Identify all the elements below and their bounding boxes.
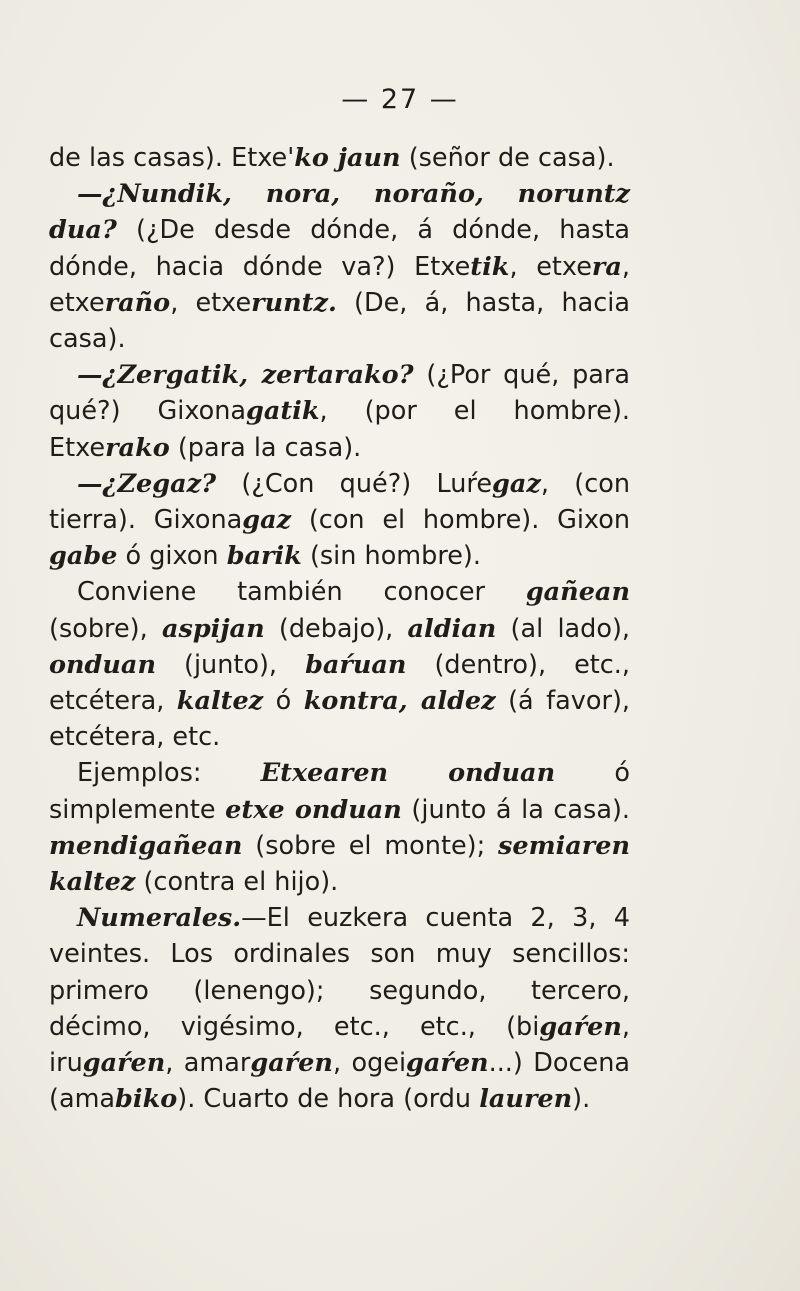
- italic-term: Numerales.: [77, 903, 242, 934]
- italic-term: gañean: [525, 577, 630, 608]
- italic-term: semiaren kaltez: [49, 830, 630, 898]
- text-run: (para la casa).: [169, 432, 362, 463]
- text-run: (sobre el monte);: [242, 830, 499, 861]
- italic-term: kontra, aldez: [303, 686, 496, 717]
- text-run: Ejemplos:: [77, 758, 261, 789]
- text-run: ).: [572, 1084, 591, 1115]
- paragraph: [49, 140, 630, 176]
- paragraph: [49, 176, 630, 357]
- text-run: (dentro), etc., etcétera,: [49, 649, 630, 717]
- italic-term: etxe onduan: [225, 794, 402, 825]
- italic-term: runtz.: [251, 287, 337, 318]
- italic-term: gatik: [246, 396, 320, 427]
- text-run: , etxe: [170, 287, 252, 318]
- italic-term: Etxearen onduan: [260, 758, 556, 789]
- text-run: ó simplemente: [49, 758, 630, 825]
- text-run: ...) Docena (ama: [49, 1048, 630, 1115]
- text-run: (sin hombre).: [301, 541, 481, 572]
- text-run: (contra el hijo).: [135, 867, 339, 898]
- italic-term: —¿Zegaz?: [77, 468, 217, 499]
- text-run: (¿Con qué?) Luŕe: [216, 468, 493, 499]
- text-run: , iru: [49, 1011, 630, 1079]
- text-run: , amar: [165, 1048, 251, 1079]
- text-run: (¿Por qué, para qué?) Gixona: [49, 360, 630, 427]
- text-run: —El euzkera cuenta 2, 3, 4 veintes. Los ordinales son muy sencillos: primero (lenengo); segundo, tercero, décimo, vigésimo, etc., etc., (bi: [49, 903, 630, 1042]
- text-run: (sobre),: [49, 613, 162, 644]
- text-run: (al lado),: [496, 613, 630, 644]
- text-run: (De, á, hasta, hacia casa).: [49, 287, 630, 355]
- italic-term: —¿Nundik, nora, noraño, noruntz dua?: [49, 179, 630, 246]
- text-run: ó: [263, 686, 304, 717]
- paragraph: [49, 466, 630, 575]
- text-run: de las casas). Etxe': [49, 143, 295, 173]
- italic-term: gaz: [242, 505, 292, 536]
- italic-term: rako: [105, 432, 170, 463]
- italic-term: gaŕen: [250, 1048, 333, 1079]
- italic-term: barik: [226, 541, 302, 572]
- text-run: , (con tierra). Gixona: [49, 468, 630, 536]
- paragraph: [49, 755, 630, 900]
- text-run: ó gixon: [117, 541, 227, 572]
- page-number: — 27 —: [341, 84, 459, 115]
- text-run: ). Cuarto de hora (ordu: [177, 1084, 480, 1115]
- text-run: (junto),: [155, 649, 306, 680]
- italic-term: lauren: [479, 1084, 573, 1115]
- paragraph: [49, 900, 630, 1117]
- italic-term: ko jaun: [294, 143, 401, 173]
- italic-term: biko: [115, 1084, 178, 1115]
- italic-term: onduan: [49, 649, 156, 680]
- italic-term: baŕuan: [305, 649, 407, 680]
- text-run: (con el hombre). Gixon: [291, 505, 630, 536]
- text-run: , (por el hombre). Etxe: [49, 396, 630, 463]
- italic-term: tik: [470, 251, 510, 282]
- italic-term: kaltez: [176, 686, 264, 717]
- italic-term: gaŕen: [406, 1048, 489, 1079]
- text-run: (debajo),: [264, 613, 408, 644]
- paragraph: [49, 574, 630, 755]
- body-text: [49, 140, 630, 1117]
- italic-term: raño: [104, 287, 171, 318]
- text-run: , ogei: [332, 1048, 407, 1079]
- italic-term: aspijan: [161, 613, 265, 644]
- text-run: Conviene también conocer: [77, 577, 526, 608]
- paragraph: [49, 357, 630, 466]
- italic-term: gabe: [49, 541, 118, 572]
- text-run: (¿De desde dónde, á dónde, hasta dónde, hacia dónde va?) Etxe: [49, 215, 630, 282]
- italic-term: ra: [591, 251, 622, 282]
- text-run: , etxe: [49, 251, 630, 318]
- text-run: (señor de casa).: [400, 143, 615, 173]
- text-run: (junto á la casa).: [401, 794, 630, 825]
- italic-term: mendigañean: [49, 830, 243, 861]
- italic-term: gaŕen: [539, 1011, 622, 1042]
- text-run: (á favor), etcétera, etc.: [49, 686, 631, 753]
- text-run: , etxe: [509, 251, 592, 282]
- italic-term: gaz: [492, 468, 541, 499]
- italic-term: gaŕen: [82, 1048, 166, 1079]
- italic-term: —¿Zergatik, zertarako?: [77, 360, 414, 391]
- italic-term: aldian: [407, 613, 497, 644]
